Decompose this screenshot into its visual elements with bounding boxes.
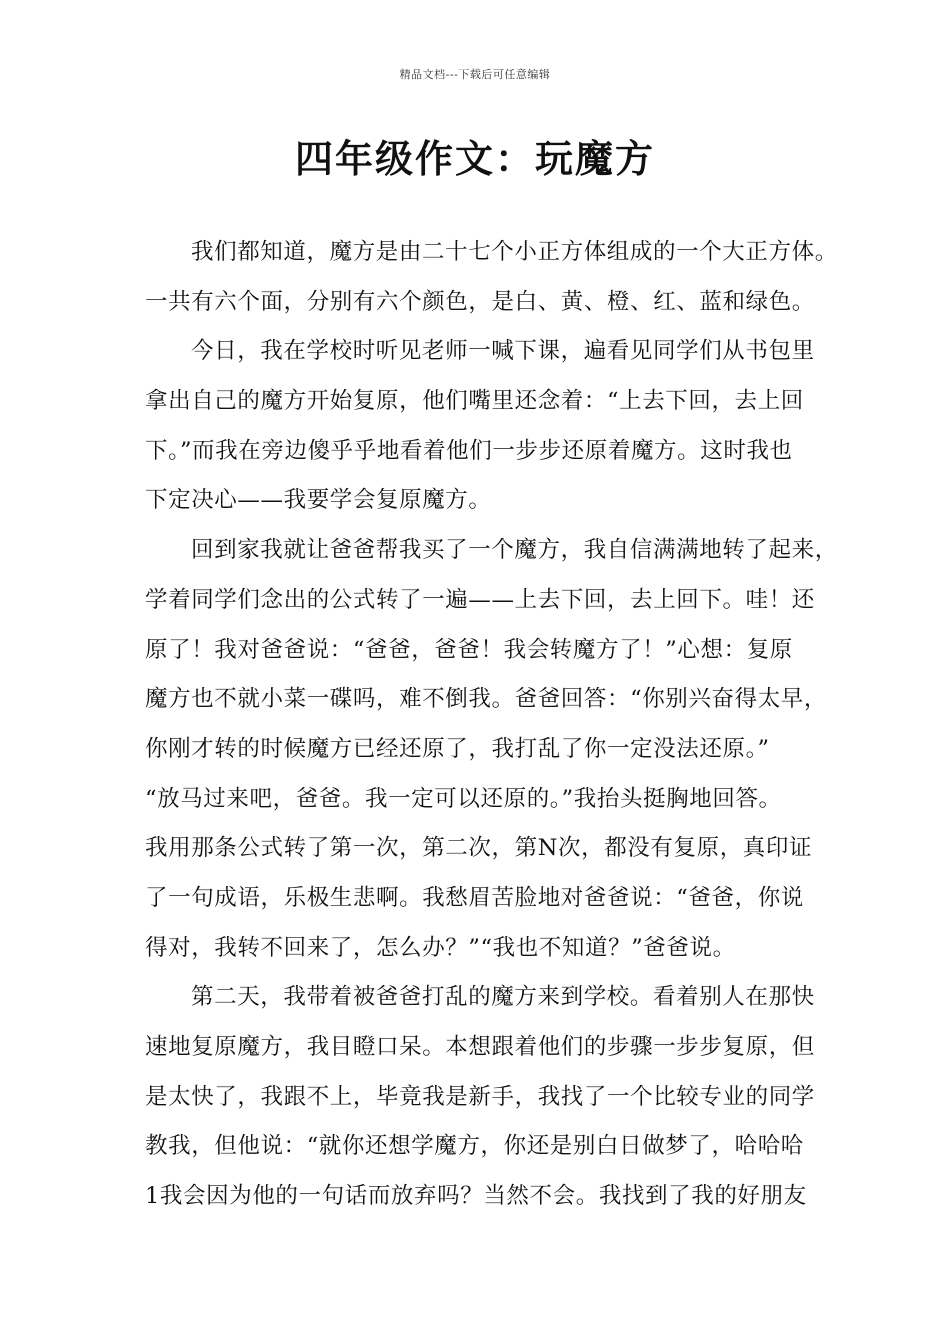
- text-line: 第二天，我带着被爸爸打乱的魔方来到学校。看着别人在那快: [191, 984, 815, 1011]
- text-line: 下定决心——我要学会复原魔方。: [145, 487, 492, 514]
- text-line: 拿出自己的魔方开始复原，他们嘴里还念着：“上去下回，去上回: [145, 388, 804, 415]
- text-line: 下。”而我在旁边傻乎乎地看着他们一步步还原着魔方。这时我也: [145, 437, 793, 464]
- text-line: 今日，我在学校时听见老师一喊下课，遍看见同学们从书包里: [191, 338, 815, 365]
- text-line: 我们都知道，魔方是由二十七个小正方体组成的一个大正方体。: [191, 239, 838, 265]
- text-line: 学着同学们念出的公式转了一遍——上去下回，去上回下。哇！还: [145, 586, 815, 613]
- text-line: 魔方也不就小菜一碟吗，难不倒我。爸爸回答：“你别兴奋得太早，: [145, 686, 828, 713]
- text-line: 我用那条公式转了第一次，第二次，第N次，都没有复原，真印证: [145, 835, 813, 862]
- text-line: 1我会因为他的一句话而放弃吗？当然不会。我找到了我的好朋友: [145, 1183, 807, 1210]
- text-line: 你刚才转的时候魔方已经还原了，我打乱了你一定没法还原。”: [145, 735, 770, 762]
- text-line: 原了！我对爸爸说：“爸爸，爸爸！我会转魔方了！”心想：复原: [145, 636, 793, 663]
- essay-body: [145, 228, 838, 1222]
- text-line: 得对，我转不回来了，怎么办？”“我也不知道？”爸爸说。: [145, 934, 736, 961]
- text-line: 回到家我就让爸爸帮我买了一个魔方，我自信满满地转了起来，: [191, 537, 838, 564]
- text-line: 教我，但他说：“就你还想学魔方，你还是别白日做梦了，哈哈哈: [145, 1133, 804, 1160]
- text-line: 了一句成语，乐极生悲啊。我愁眉苦脸地对爸爸说：“爸爸，你说: [145, 884, 804, 911]
- text-line: 是太快了，我跟不上，毕竟我是新手，我找了一个比较专业的同学: [145, 1083, 815, 1110]
- header-note: 精品文档---下载后可任意编辑: [399, 68, 551, 81]
- text-line: 一共有六个面，分别有六个颜色，是白、黄、橙、红、蓝和绿色。: [145, 288, 815, 315]
- text-line: “放马过来吧，爸爸。我一定可以还原的。”我抬头挺胸地回答。: [145, 785, 782, 812]
- document-title: 四年级作文：玩魔方: [294, 137, 655, 181]
- text-line: 速地复原魔方，我目瞪口呆。本想跟着他们的步骤一步步复原，但: [145, 1034, 815, 1060]
